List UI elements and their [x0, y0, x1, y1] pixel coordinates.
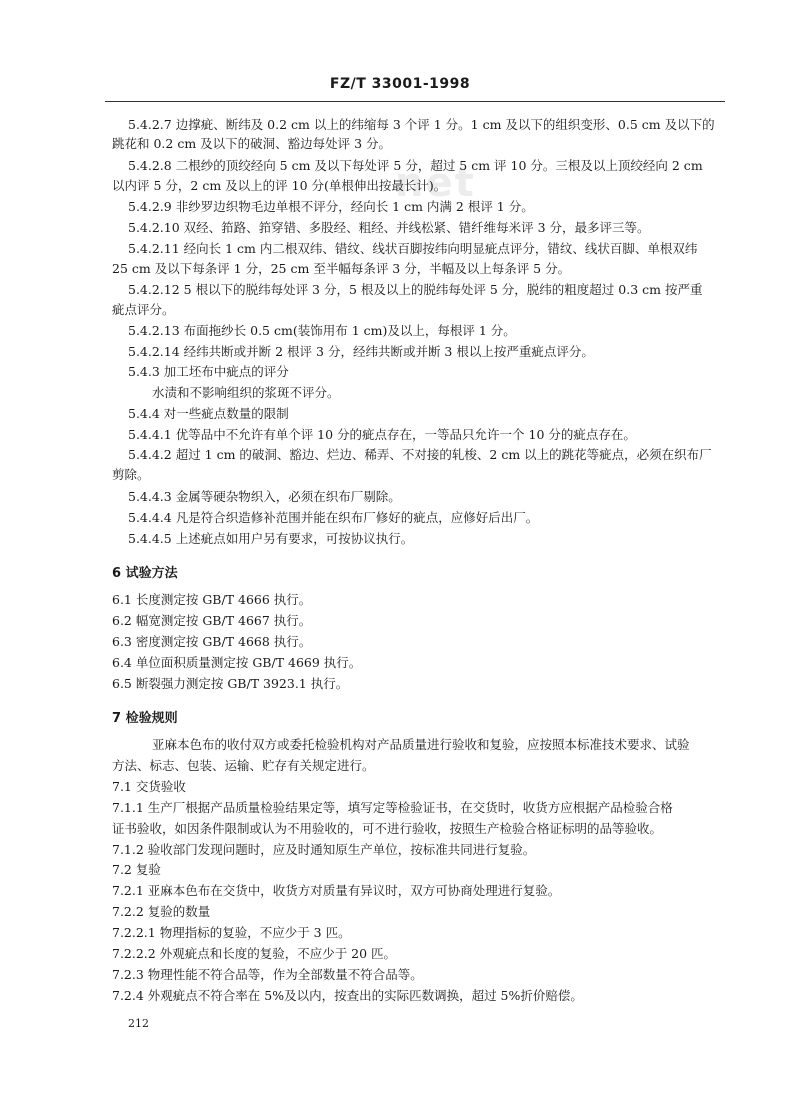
- page-number: 212: [128, 1017, 149, 1030]
- clause-5-4-2-9: 5.4.2.9 非纱罗边织物毛边单根不评分，经向长 1 cm 内满 2 根评 1 分。: [128, 199, 534, 214]
- section-7-heading: 7 检验规则: [112, 711, 178, 726]
- clause-6-4: 6.4 单位面积质量测定按 GB/T 4669 执行。: [112, 655, 362, 670]
- clause-continuation: 跳花和 0.2 cm 及以下的破洞、豁边每处评 3 分。: [112, 136, 392, 151]
- clause-7-2-3: 7.2.3 物理性能不符合品等，作为全部数量不符合品等。: [112, 967, 423, 982]
- clause-text: 水渍和不影响组织的浆斑不评分。: [152, 385, 340, 400]
- clause-5-4-2-7: 5.4.2.7 边撑疵、断纬及 0.2 cm 以上的纬缩每 3 个评 1 分。1 cm 及以下的组织变形、0.5 cm 及以下的: [128, 117, 715, 132]
- clause-5-4-4: 5.4.4 对一些疵点数量的限制: [128, 406, 289, 421]
- clause-continuation: 25 cm 及以下每条评 1 分，25 cm 至半幅每条评 3 分，半幅及以上每条评 5 分。: [112, 261, 571, 276]
- clause-continuation: 证书验收，如因条件限制或认为不用验收的，可不进行验收，按照生产检验合格证标明的品等验收。: [112, 821, 663, 836]
- clause-5-4-2-13: 5.4.2.13 布面拖纱长 0.5 cm(装饰用布 1 cm)及以上，每根评 1 分。: [128, 323, 516, 338]
- clause-7-1-2: 7.1.2 验收部门发现问题时，应及时通知原生产单位，按标准共同进行复验。: [112, 842, 536, 857]
- clause-5-4-4-5: 5.4.4.5 上述疵点如用户另有要求，可按协议执行。: [128, 531, 414, 546]
- clause-5-4-2-8: 5.4.2.8 二根纱的顶绞经向 5 cm 及以下每处评 5 分，超过 5 cm 评 10 分。三根及以上顶绞经向 2 cm: [128, 158, 703, 173]
- clause-5-4-2-10: 5.4.2.10 双经、筘路、筘穿错、多股经、粗经、并线松紧、错纤维每米评 3 分，最多评三等。: [128, 220, 650, 235]
- clause-6-1: 6.1 长度测定按 GB/T 4666 执行。: [112, 592, 312, 607]
- clause-5-4-3: 5.4.3 加工坯布中疵点的评分: [128, 364, 289, 379]
- section-6-heading: 6 试验方法: [112, 566, 178, 581]
- clause-7-2-2-2: 7.2.2.2 外观疵点和长度的复验，不应少于 20 匹。: [112, 946, 397, 961]
- watermark: net: [395, 160, 476, 206]
- clause-5-4-2-11: 5.4.2.11 经向长 1 cm 内二根双纬、错纹、线状百脚按纬向明显疵点评分，错纹、线状百脚、单根双纬: [128, 241, 698, 256]
- clause-continuation: 剪除。: [112, 467, 150, 482]
- clause-5-4-2-12: 5.4.2.12 5 根以下的脱纬每处评 3 分，5 根及以上的脱纬每处评 5 分，脱纬的粗度超过 0.3 cm 按严重: [128, 282, 703, 297]
- header-rule: [105, 101, 725, 102]
- standard-code-header: FZ/T 33001-1998: [329, 76, 471, 92]
- clause-7-1-1: 7.1.1 生产厂根据产品质量检验结果定等，填写定等检验证书，在交货时，收货方应根据产品检验合格: [112, 800, 673, 815]
- clause-7-2-4: 7.2.4 外观疵点不符合率在 5%及以内，按查出的实际匹数调换，超过 5%折价赔偿。: [112, 988, 583, 1003]
- clause-5-4-4-1: 5.4.4.1 优等品中不允许有单个评 10 分的疵点存在，一等品只允许一个 10 分的疵点存在。: [128, 427, 636, 442]
- clause-7-1: 7.1 交货验收: [112, 779, 186, 794]
- section-7-intro: 亚麻本色布的收付双方或委托检验机构对产品质量进行验收和复验，应按照本标准技术要求、试验: [152, 737, 690, 752]
- clause-6-5: 6.5 断裂强力测定按 GB/T 3923.1 执行。: [112, 676, 349, 691]
- clause-6-3: 6.3 密度测定按 GB/T 4668 执行。: [112, 634, 312, 649]
- clause-5-4-4-2: 5.4.4.2 超过 1 cm 的破洞、豁边、烂边、稀弄、不对接的轧梭、2 cm 以上的跳花等疵点，必须在织布厂: [128, 447, 712, 462]
- clause-continuation: 以内评 5 分，2 cm 及以上的评 10 分(单根伸出按最长计)。: [112, 178, 447, 193]
- clause-7-2-2-1: 7.2.2.1 物理指标的复验，不应少于 3 匹。: [112, 925, 351, 940]
- clause-continuation: 方法、标志、包装、运输、贮存有关规定进行。: [112, 758, 375, 773]
- clause-7-2: 7.2 复验: [112, 862, 161, 877]
- clause-5-4-4-4: 5.4.4.4 凡是符合织造修补范围并能在织布厂修好的疵点，应修好后出厂。: [128, 510, 539, 525]
- clause-7-2-2: 7.2.2 复验的数量: [112, 904, 211, 919]
- clause-7-2-1: 7.2.1 亚麻本色布在交货中，收货方对质量有异议时，双方可协商处理进行复验。: [112, 883, 561, 898]
- clause-continuation: 疵点评分。: [112, 302, 175, 317]
- clause-5-4-4-3: 5.4.4.3 金属等硬杂物织入，必须在织布厂剔除。: [128, 489, 401, 504]
- clause-5-4-2-14: 5.4.2.14 经纬共断或并断 2 根评 3 分，经纬共断或并断 3 根以上按严重疵点评分。: [128, 344, 594, 359]
- clause-6-2: 6.2 幅宽测定按 GB/T 4667 执行。: [112, 613, 312, 628]
